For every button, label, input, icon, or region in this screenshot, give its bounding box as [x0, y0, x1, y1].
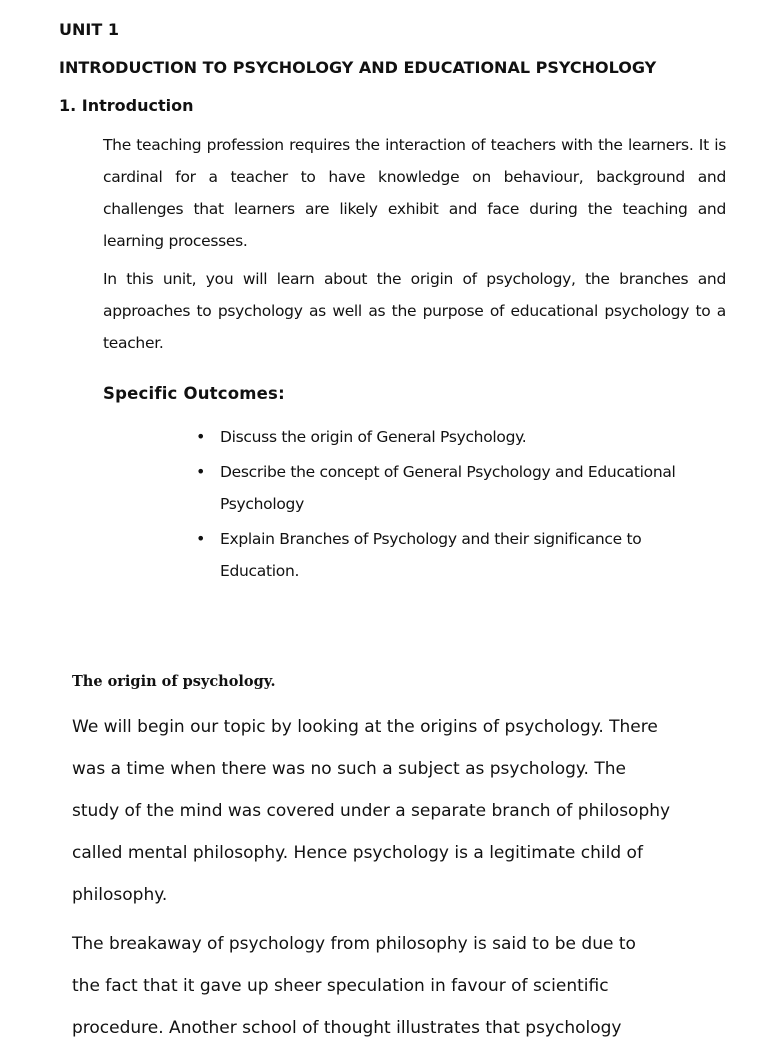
- text-line: called mental philosophy. Hence psychology is a legitimate child of: [72, 843, 643, 863]
- text-line: procedure. Another school of thought illustrates that psychology: [72, 1018, 622, 1038]
- list-item: [196, 523, 696, 587]
- origin-paragraph-2: [72, 923, 712, 1049]
- origin-heading: The origin of psychology.: [72, 673, 276, 690]
- intro-paragraph-1: The teaching profession requires the interaction of teachers with the learners. It is cardinal for a teacher to have knowledge on behaviour, background and challenges that learners are likely exhibit and face during the teaching and learning processes.: [103, 136, 726, 250]
- introduction-heading: 1. Introduction: [59, 96, 194, 115]
- outcome-text: Discuss the origin of General Psychology.: [220, 428, 527, 446]
- list-item: [196, 456, 696, 520]
- text-line: study of the mind was covered under a separate branch of philosophy: [72, 801, 671, 821]
- list-item: [196, 421, 696, 453]
- unit-label: UNIT 1: [59, 20, 119, 39]
- bullet-icon: •: [196, 529, 206, 548]
- outcome-text: Explain Branches of Psychology and their significance to Education.: [220, 530, 642, 580]
- bullet-icon: •: [196, 427, 206, 446]
- specific-outcomes-heading: Specific Outcomes:: [103, 384, 285, 403]
- bullet-icon: •: [196, 462, 206, 481]
- origin-paragraph-1: [72, 706, 712, 916]
- outcome-text: Describe the concept of General Psychology and Educational Psychology: [220, 463, 676, 513]
- text-line: The breakaway of psychology from philosophy is said to be due to: [72, 934, 636, 954]
- text-line: We will begin our topic by looking at the origins of psychology. There: [72, 717, 658, 737]
- text-line: the fact that it gave up sheer speculation in favour of scientific: [72, 976, 609, 996]
- outcomes-list: [196, 421, 696, 590]
- unit-title: INTRODUCTION TO PSYCHOLOGY AND EDUCATIONAL PSYCHOLOGY: [59, 58, 657, 77]
- text-line: was a time when there was no such a subject as psychology. The: [72, 759, 626, 779]
- intro-paragraph-2: In this unit, you will learn about the origin of psychology, the branches and approaches to psychology as well as the purpose of educational psychology to a teacher.: [103, 270, 726, 352]
- text-line: philosophy.: [72, 885, 168, 905]
